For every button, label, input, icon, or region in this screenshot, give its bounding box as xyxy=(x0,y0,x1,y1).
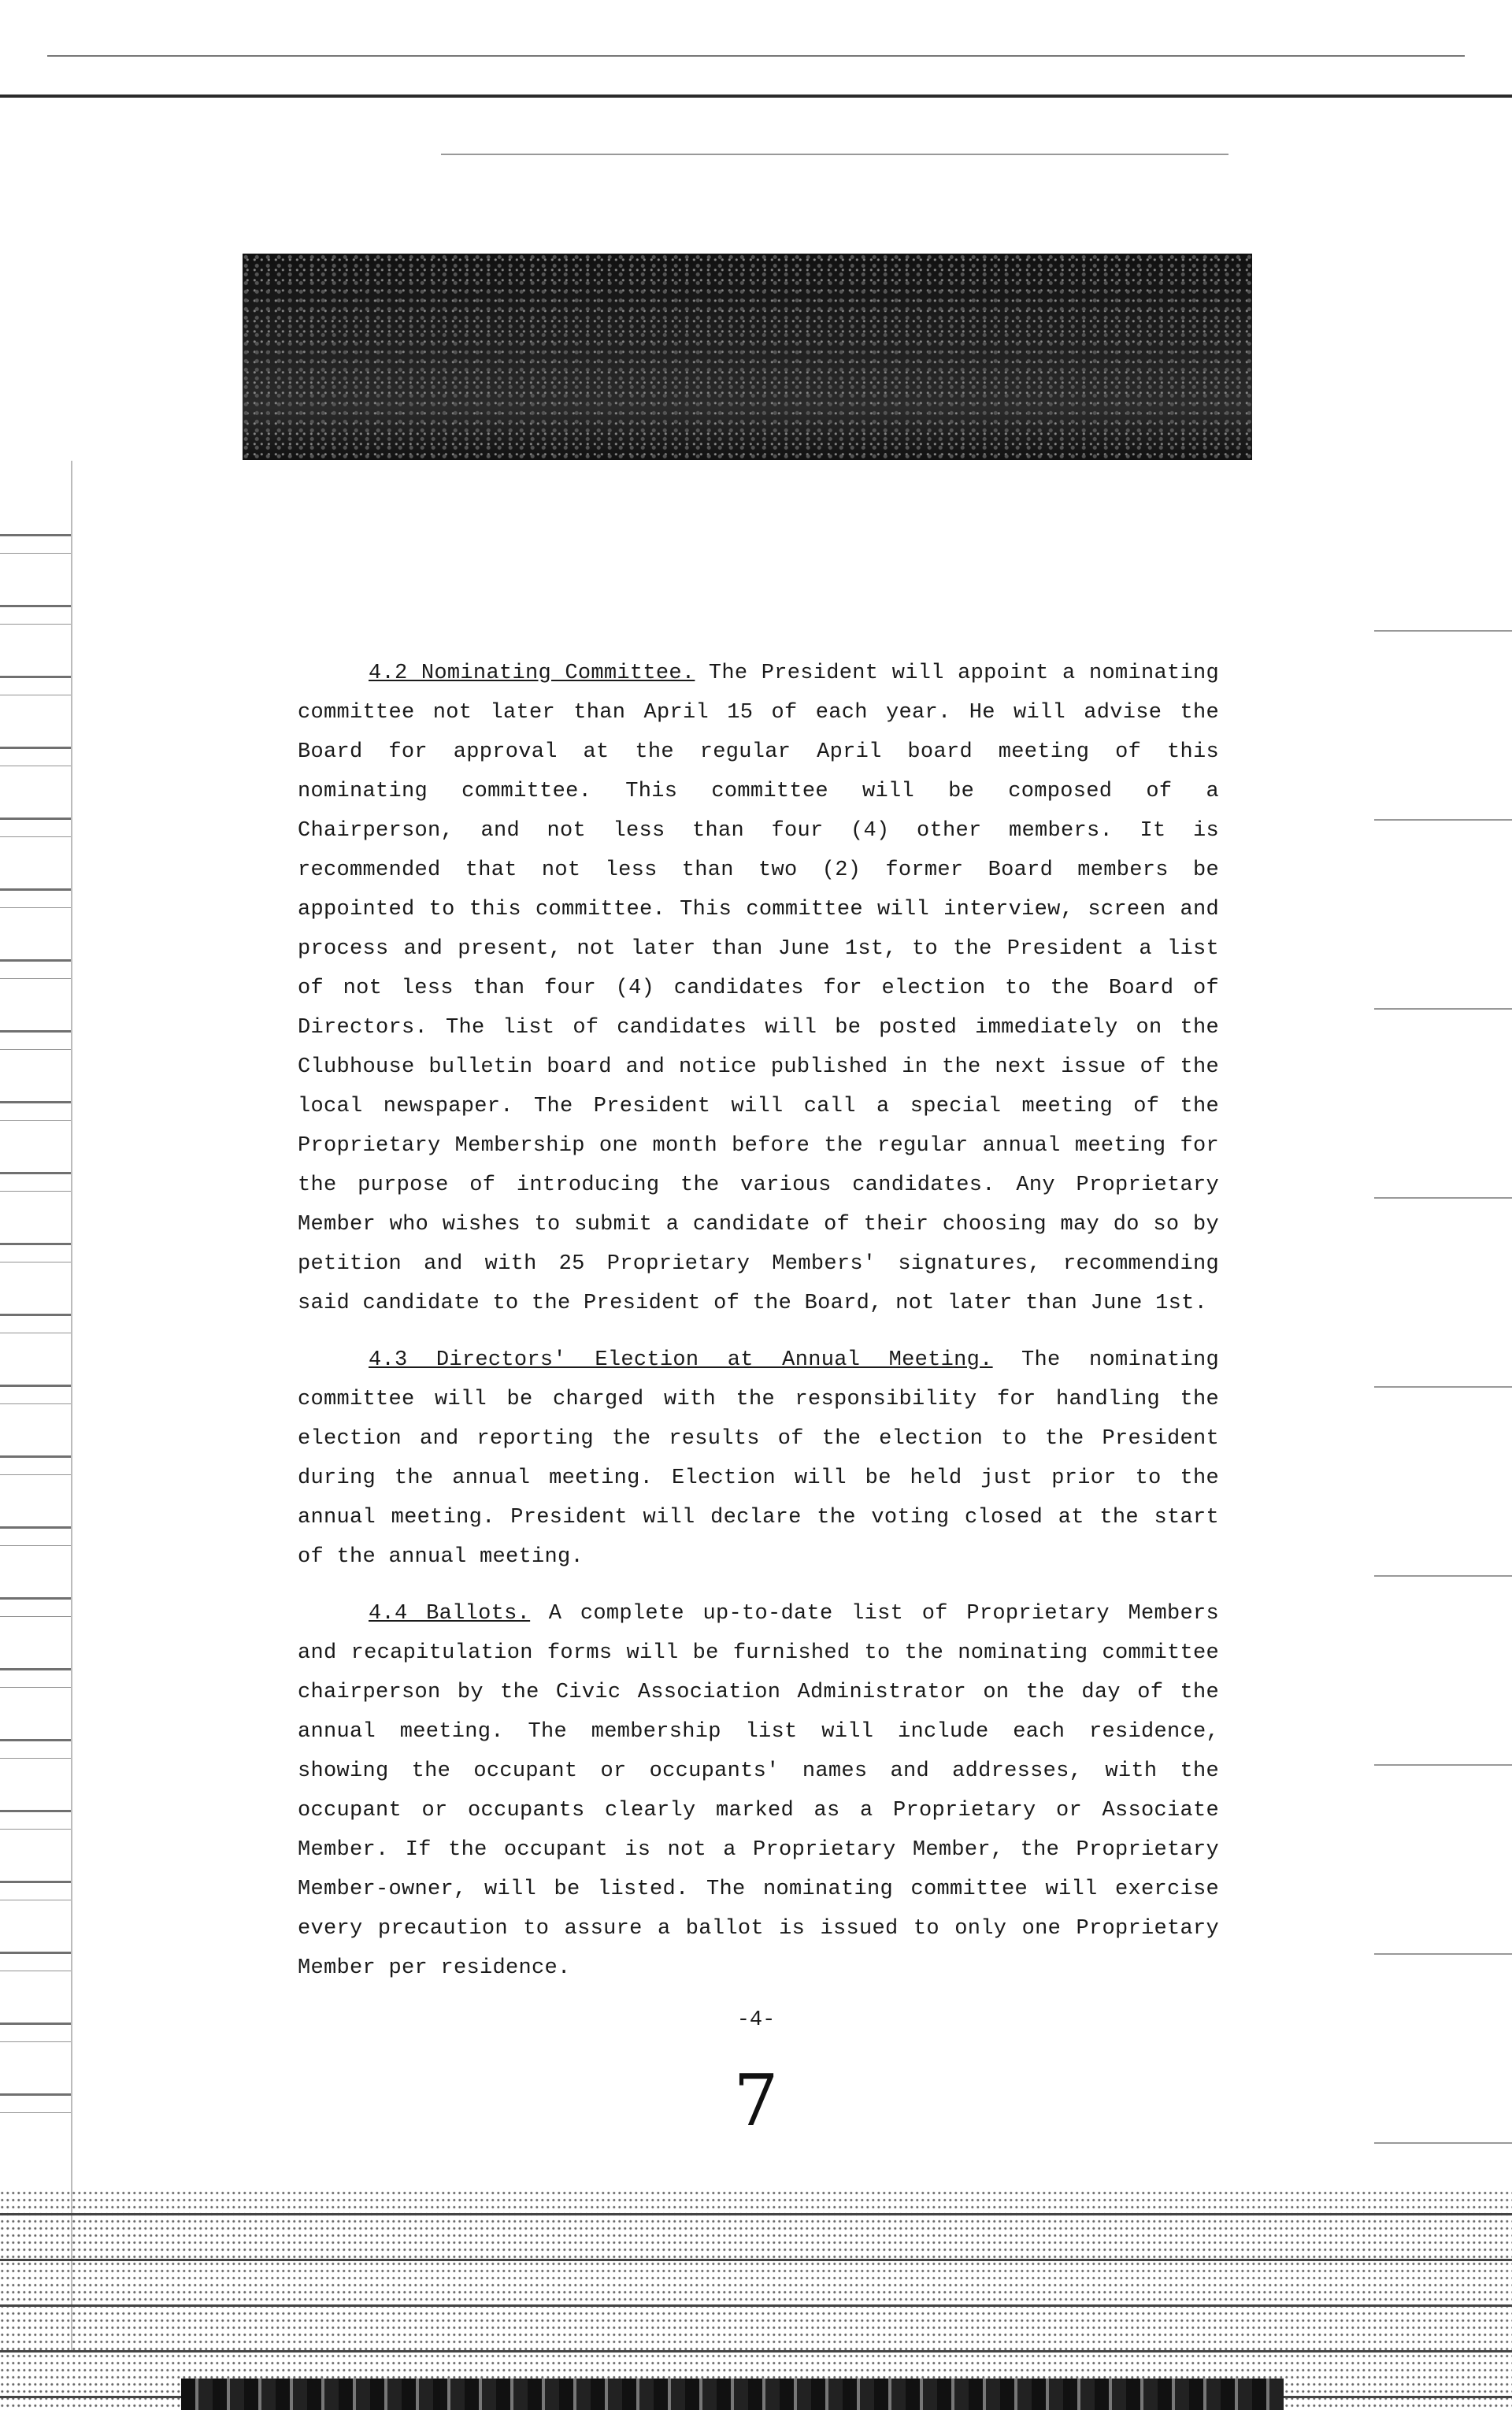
section-heading: 4.3 Directors' Election at Annual Meeting. xyxy=(369,1348,993,1372)
section-4-4 xyxy=(298,1594,1219,1988)
section-4-2 xyxy=(298,654,1219,1323)
page-number: -4- xyxy=(736,2008,776,2032)
section-body: The President will appoint a nominating committee not later than April 15 of each year. He will advise the Board for approval at the regular April board meeting of this nominating committee. This committee will be composed of a Chairperson, and not less than four (4) other members. It is recommended that not less than two (2) former Board members be appointed to this committee. This committee will interview, screen and process and present, not later than June 1st, to the President a list of not less than four (4) candidates for election to the Board of Directors. The list of candidates will be posted immediately on the Clubhouse bulletin board and notice published in the next issue of the local newspaper. The President will call a special meeting of the Proprietary Membership one month before the regular annual meeting for the purpose of introducing the various candidates. Any Proprietary Member who wishes to submit a candidate of their choosing may do so by petition and with 25 Proprietary Members' signatures, recommending said candidate to the President of the Board, not later than June 1st. xyxy=(298,662,1219,1315)
scan-noise-bottom xyxy=(0,2189,1512,2410)
section-body: A complete up-to-date list of Proprietary Members and recapitulation forms will be furnished to the nominating committee chairperson by the Civic Association Administrator on the day of the annual meeting. The membership list will include each residence, showing the occupant or occupants' names and addresses, with the occupant or occupants clearly marked as a Proprietary or Associate Member. If the occupant is not a Proprietary Member, the Proprietary Member-owner, will be listed. The nominating committee will exercise every precaution to assure a ballot is issued to only one Proprietary Member per residence. xyxy=(298,1602,1219,1980)
scan-margin-marks-right xyxy=(1374,504,1512,2197)
scan-noise-bottom-dark xyxy=(181,2378,1284,2410)
section-heading: 4.4 Ballots. xyxy=(369,1602,531,1626)
scan-margin-marks-left xyxy=(0,504,71,2119)
scan-artifact-line xyxy=(441,154,1228,155)
section-heading: 4.2 Nominating Committee. xyxy=(369,662,695,685)
scan-noise-block xyxy=(243,254,1252,460)
scan-artifact-line xyxy=(0,95,1512,98)
document-body xyxy=(298,654,1219,2005)
section-body: The nominating committee will be charged with the responsibility for handling the election and reporting the results of the election to the President during the annual meeting. Election will be held just prior to the annual meeting. President will declare the voting closed at the start of the annual meeting. xyxy=(298,1348,1219,1569)
scan-artifact-line xyxy=(47,55,1465,57)
section-4-3 xyxy=(298,1340,1219,1577)
handwritten-mark: 7 xyxy=(733,2060,779,2142)
